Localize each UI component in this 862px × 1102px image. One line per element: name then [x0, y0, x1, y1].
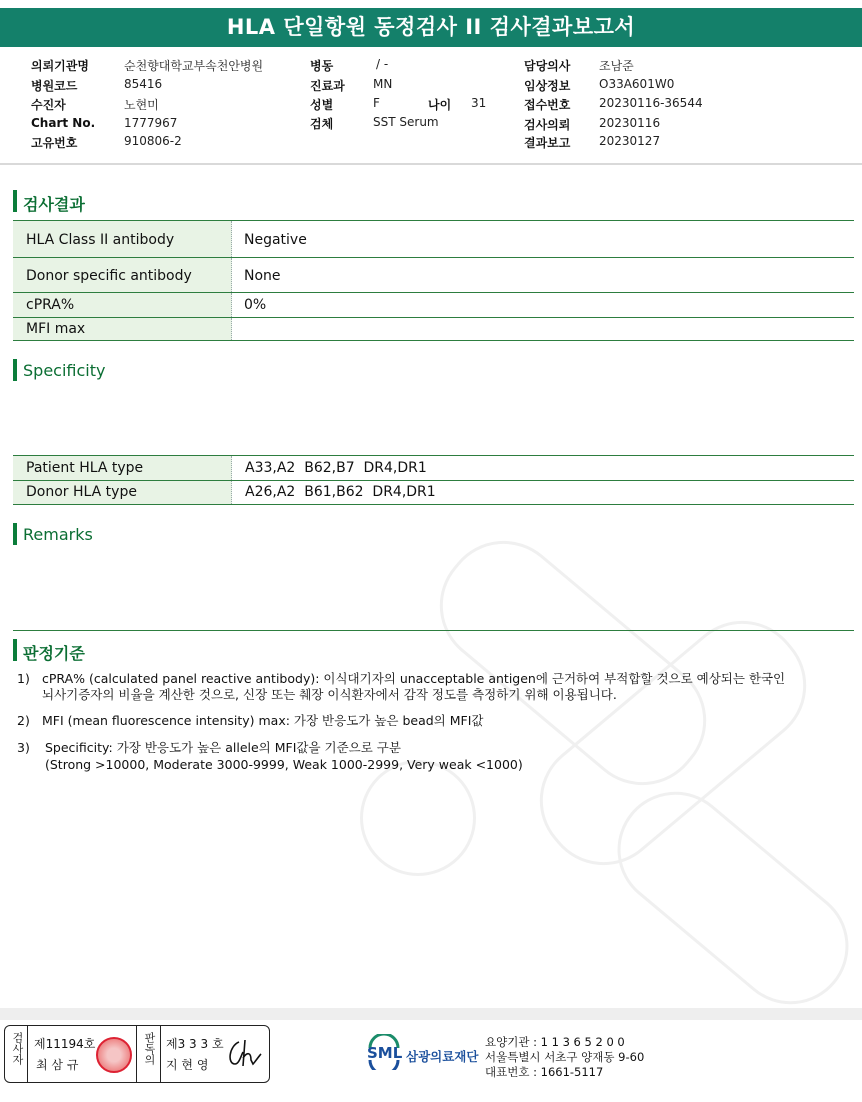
header-label: 성별	[310, 98, 334, 112]
table-row	[13, 258, 854, 293]
header-value: MN	[373, 77, 393, 91]
header-label: 수진자	[31, 98, 66, 112]
reviewer-label: 판독의	[143, 1032, 156, 1065]
section-marker	[13, 359, 17, 381]
inspector-license: 제11194호	[34, 1037, 96, 1051]
result-value: None	[244, 268, 281, 284]
signature-box	[4, 1025, 270, 1083]
hla-value: A33,A2 B62,B7 DR4,DR1	[245, 460, 427, 476]
result-value: 0%	[244, 297, 267, 313]
hla-label: Patient HLA type	[26, 460, 144, 476]
header-label: 나이	[428, 98, 452, 112]
section-title-remarks: Remarks	[23, 525, 93, 544]
header-value: 85416	[124, 77, 163, 91]
criteria-num: 2)	[17, 713, 30, 728]
hla-label: Donor HLA type	[26, 484, 137, 500]
header-label: Chart No.	[31, 116, 96, 130]
header-label: 고유번호	[31, 136, 78, 150]
section-marker	[13, 523, 17, 545]
result-label: MFI max	[26, 321, 86, 337]
signature-icon	[225, 1038, 263, 1070]
org-address: 서울특별시 서초구 양재동 9-60	[485, 1050, 645, 1064]
header-value: 20230116	[599, 116, 661, 130]
criteria-text: cPRA% (calculated panel reactive antibody): 이식대기자의 unacceptable antigen에 근거하여 부적합할 것으로 예상되는 한국인	[42, 671, 786, 686]
section-title-results: 검사결과	[23, 195, 85, 214]
result-value: Negative	[244, 232, 307, 248]
header-label: 병원코드	[31, 79, 78, 93]
result-label: cPRA%	[26, 297, 75, 313]
header-label: 검사의뢰	[524, 118, 571, 132]
header-label: 접수번호	[524, 98, 571, 112]
section-marker	[13, 639, 17, 661]
seal-icon	[96, 1037, 132, 1073]
section-title-criteria: 판정기준	[23, 644, 85, 663]
header-label: 진료과	[310, 79, 345, 93]
table-row	[13, 481, 854, 505]
inspector-name: 최 삼 규	[36, 1058, 79, 1072]
criteria-text: (Strong >10000, Moderate 3000-9999, Weak 1000-2999, Very weak <1000)	[45, 757, 523, 772]
result-label: Donor specific antibody	[26, 268, 192, 284]
table-row	[13, 456, 854, 481]
section-divider	[13, 630, 854, 631]
header-divider	[0, 163, 862, 165]
table-row	[13, 221, 854, 258]
header-value: 31	[471, 96, 487, 110]
criteria-num: 3)	[17, 740, 30, 755]
result-label: HLA Class II antibody	[26, 232, 175, 248]
org-phone: 대표번호 : 1661-5117	[485, 1065, 604, 1079]
header-label: 병동	[310, 59, 334, 73]
section-marker	[13, 190, 17, 212]
header-label: 검체	[310, 117, 334, 131]
criteria-text: Specificity: 가장 반응도가 높은 allele의 MFI값을 기준으로 구분	[45, 740, 401, 755]
reviewer-license: 제3 3 3 호	[166, 1037, 224, 1051]
inspector-label: 검사자	[11, 1032, 24, 1065]
header-value: F	[373, 96, 380, 110]
criteria-num: 1)	[17, 671, 30, 686]
criteria-text: MFI (mean fluorescence intensity) max: 가장 반응도가 높은 bead의 MFI값	[42, 713, 484, 728]
header-value: 20230127	[599, 134, 661, 148]
org-name: 삼광의료재단	[406, 1049, 479, 1064]
hla-value: A26,A2 B61,B62 DR4,DR1	[245, 484, 436, 500]
header-value: SST Serum	[373, 115, 439, 129]
header-label: 임상정보	[524, 79, 571, 93]
header-value: 910806-2	[124, 134, 182, 148]
header-value: 조남준	[599, 59, 634, 73]
header-label: 결과보고	[524, 136, 571, 150]
header-label: 의뢰기관명	[31, 59, 89, 73]
report-title: HLA 단일항원 동정검사 II 검사결과보고서	[0, 8, 862, 47]
reviewer-name: 지 현 영	[166, 1058, 209, 1072]
table-row	[13, 318, 854, 341]
header-value: O33A601W0	[599, 77, 675, 91]
watermark-shape	[360, 760, 476, 876]
header-value: 노현미	[124, 98, 159, 112]
header-value: 순천향대학교부속천안병원	[124, 59, 264, 73]
table-row	[13, 293, 854, 318]
criteria-text: 뇌사기증자의 비율을 계산한 것으로, 신장 또는 췌장 이식환자에서 감작 정도를 측정하기 위해 이용됩니다.	[42, 687, 617, 702]
header-value: / -	[376, 57, 389, 71]
header-label: 담당의사	[524, 59, 571, 73]
logo-text: SML	[367, 1044, 403, 1062]
sml-logo	[366, 1034, 402, 1070]
header-value: 20230116-36544	[599, 96, 703, 110]
header-value: 1777967	[124, 116, 178, 130]
agency-number: 요양기관 : 1 1 3 6 5 2 0 0	[485, 1035, 625, 1049]
section-title-specificity: Specificity	[23, 361, 106, 380]
